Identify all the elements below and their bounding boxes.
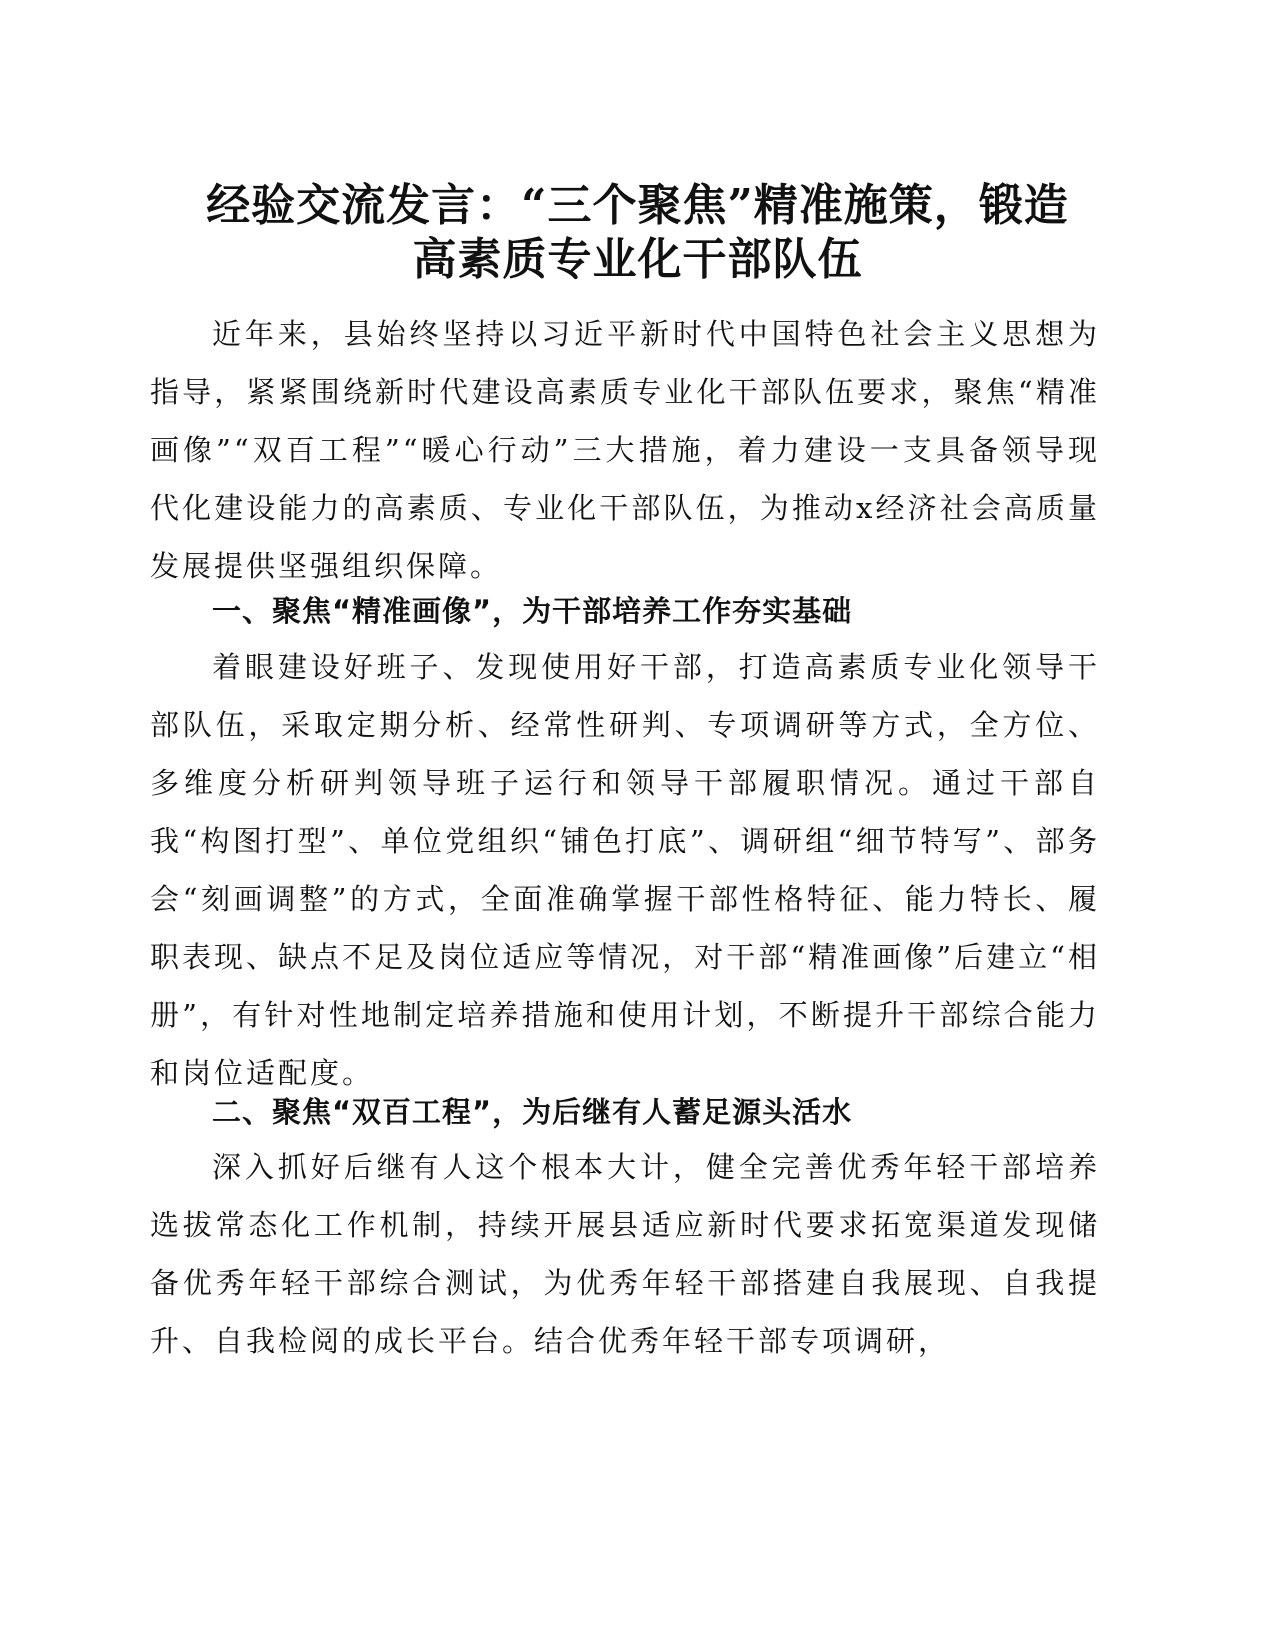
section-1-heading: 一、聚焦“精准画像”，为干部培养工作夯实基础 xyxy=(212,594,853,628)
intro-paragraph: 近年来，县始终坚持以习近平新时代中国特色社会主义思想为指导，紧紧围绕新时代建设高素质专业化干部队伍要求，聚焦“精准画像”“双百工程”“暖心行动”三大措施，着力建设一支具备领导现代化建设能力的高素质、专业化干部队伍，为推动x经济社会高质量发展提供坚强组织保障。 xyxy=(150,317,1100,583)
document-title-line-2: 高素质专业化干部队伍 xyxy=(412,234,863,285)
section-2-heading: 二、聚焦“双百工程”，为后继有人蓄足源头活水 xyxy=(212,1095,853,1129)
document-title-line-1: 经验交流发言：“三个聚焦”精准施策，锻造 xyxy=(206,180,1069,231)
section-1-paragraph: 着眼建设好班子、发现使用好干部，打造高素质专业化领导干部队伍，采取定期分析、经常性研判、专项调研等方式，全方位、多维度分析研判领导班子运行和领导干部履职情况。通过干部自我“构图打型”、单位党组织“铺色打底”、调研组“细节特写”、部务会“刻画调整”的方式，全面准确掌握干部性格特征、能力特长、履职表现、缺点不足及岗位适应等情况，对干部“精准画像”后建立“相册”，有针对性地制定培养措施和使用计划，不断提升干部综合能力和岗位适配度。 xyxy=(150,650,1100,1090)
section-2-paragraph: 深入抓好后继有人这个根本大计，健全完善优秀年轻干部培养选拔常态化工作机制，持续开展县适应新时代要求拓宽渠道发现储备优秀年轻干部综合测试，为优秀年轻干部搭建自我展现、自我提升、自我检阅的成长平台。结合优秀年轻干部专项调研， xyxy=(150,1150,1100,1358)
